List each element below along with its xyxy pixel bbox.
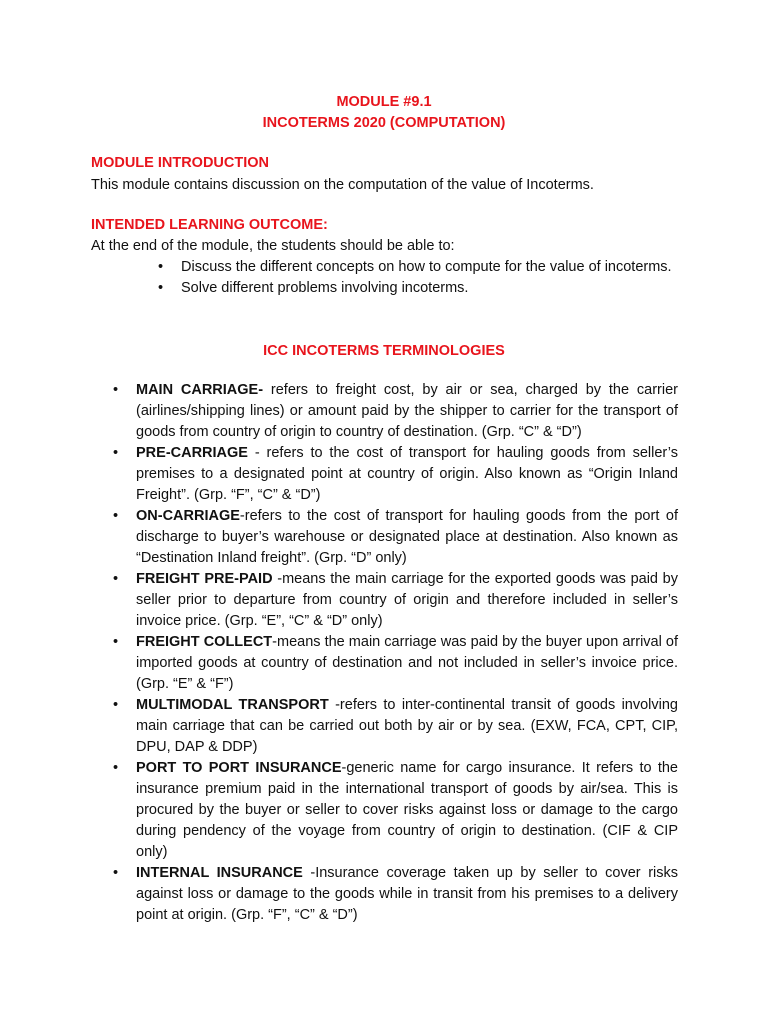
term-label: FREIGHT COLLECT [136, 634, 273, 650]
term-definition: -Insurance coverage taken up by seller to cover risks against loss or damage to the goods while in transit from his premises to a delivery point at origin. (Grp. “F”, “C” & “D”) [136, 865, 678, 923]
bullet-icon: • [158, 259, 164, 275]
terminologies-heading: ICC INCOTERMS TERMINOLOGIES [263, 343, 505, 359]
term-definition: -refers to inter-continental transit of goods involving main carriage that can be carried out both by air or by sea. (EXW, FCA, CPT, CIP, DPU, DAP & DDP) [136, 697, 678, 755]
term-label: FREIGHT PRE-PAID [136, 571, 273, 587]
terminology-item [113, 443, 678, 506]
term-label: ON-CARRIAGE [136, 508, 240, 524]
terminology-item [113, 506, 678, 569]
terminology-item [113, 632, 678, 695]
bullet-icon: • [113, 508, 119, 524]
bullet-icon: • [113, 571, 119, 587]
term-label: PRE-CARRIAGE [136, 445, 248, 461]
terminology-item [113, 695, 678, 758]
outcome-item [158, 278, 678, 299]
terminology-item [113, 758, 678, 863]
terminology-item [113, 569, 678, 632]
terminology-list [113, 380, 678, 926]
outcome-item-text: Solve different problems involving incoterms. [181, 280, 469, 296]
module-title: INCOTERMS 2020 (COMPUTATION) [262, 115, 506, 131]
bullet-icon: • [113, 382, 119, 398]
term-label: MULTIMODAL TRANSPORT [136, 697, 329, 713]
bullet-icon: • [158, 280, 164, 296]
bullet-icon: • [113, 634, 119, 650]
term-definition: -refers to the cost of transport for hauling goods from the port of discharge to buyer’s warehouse or designated place at destination. Also known as “Destination Inland freight”. (Grp. “D” only) [136, 508, 678, 566]
outcome-heading: INTENDED LEARNING OUTCOME: [91, 217, 328, 233]
bullet-icon: • [113, 760, 119, 776]
bullet-icon: • [113, 865, 119, 881]
term-label: PORT TO PORT INSURANCE [136, 760, 342, 776]
terminology-item [113, 380, 678, 443]
term-label: INTERNAL INSURANCE [136, 865, 303, 881]
term-definition: - refers to the cost of transport for hauling goods from seller’s premises to a designated point at country of origin. Also known as “Origin Inland Freight”. (Grp. “F”, “C” & “D”) [136, 445, 678, 503]
term-label: MAIN CARRIAGE- [136, 382, 264, 398]
outcome-item [158, 257, 678, 278]
term-definition: -means the main carriage was paid by the buyer upon arrival of imported goods at country of destination and not included in seller’s invoice price. (Grp. “E” & “F”) [136, 634, 678, 692]
introduction-heading: MODULE INTRODUCTION [91, 155, 270, 171]
outcome-lead: At the end of the module, the students should be able to: [91, 238, 455, 254]
term-definition: -means the main carriage for the exported goods was paid by seller prior to departure from country of origin and therefore included in seller’s invoice price. (Grp. “E”, “C” & “D” only) [136, 571, 678, 629]
module-number: MODULE #9.1 [336, 94, 432, 110]
outcome-list [158, 257, 678, 299]
bullet-icon: • [113, 697, 119, 713]
introduction-text: This module contains discussion on the computation of the value of Incoterms. [91, 177, 594, 193]
terminology-item [113, 863, 678, 926]
term-definition: -generic name for cargo insurance. It refers to the insurance premium paid in the international transport of goods by air/sea. This is procured by the buyer or seller to cover risks against loss or damage to the cargo during pendency of the voyage from country of origin to destination. (CIF & CIP only) [136, 760, 678, 860]
term-definition: refers to freight cost, by air or sea, charged by the carrier (airlines/shipping lines) or amount paid by the shipper to carrier for the transport of goods from country of origin to country of destination. (Grp. “C” & “D”) [136, 382, 678, 440]
bullet-icon: • [113, 445, 119, 461]
outcome-item-text: Discuss the different concepts on how to compute for the value of incoterms. [181, 259, 672, 275]
